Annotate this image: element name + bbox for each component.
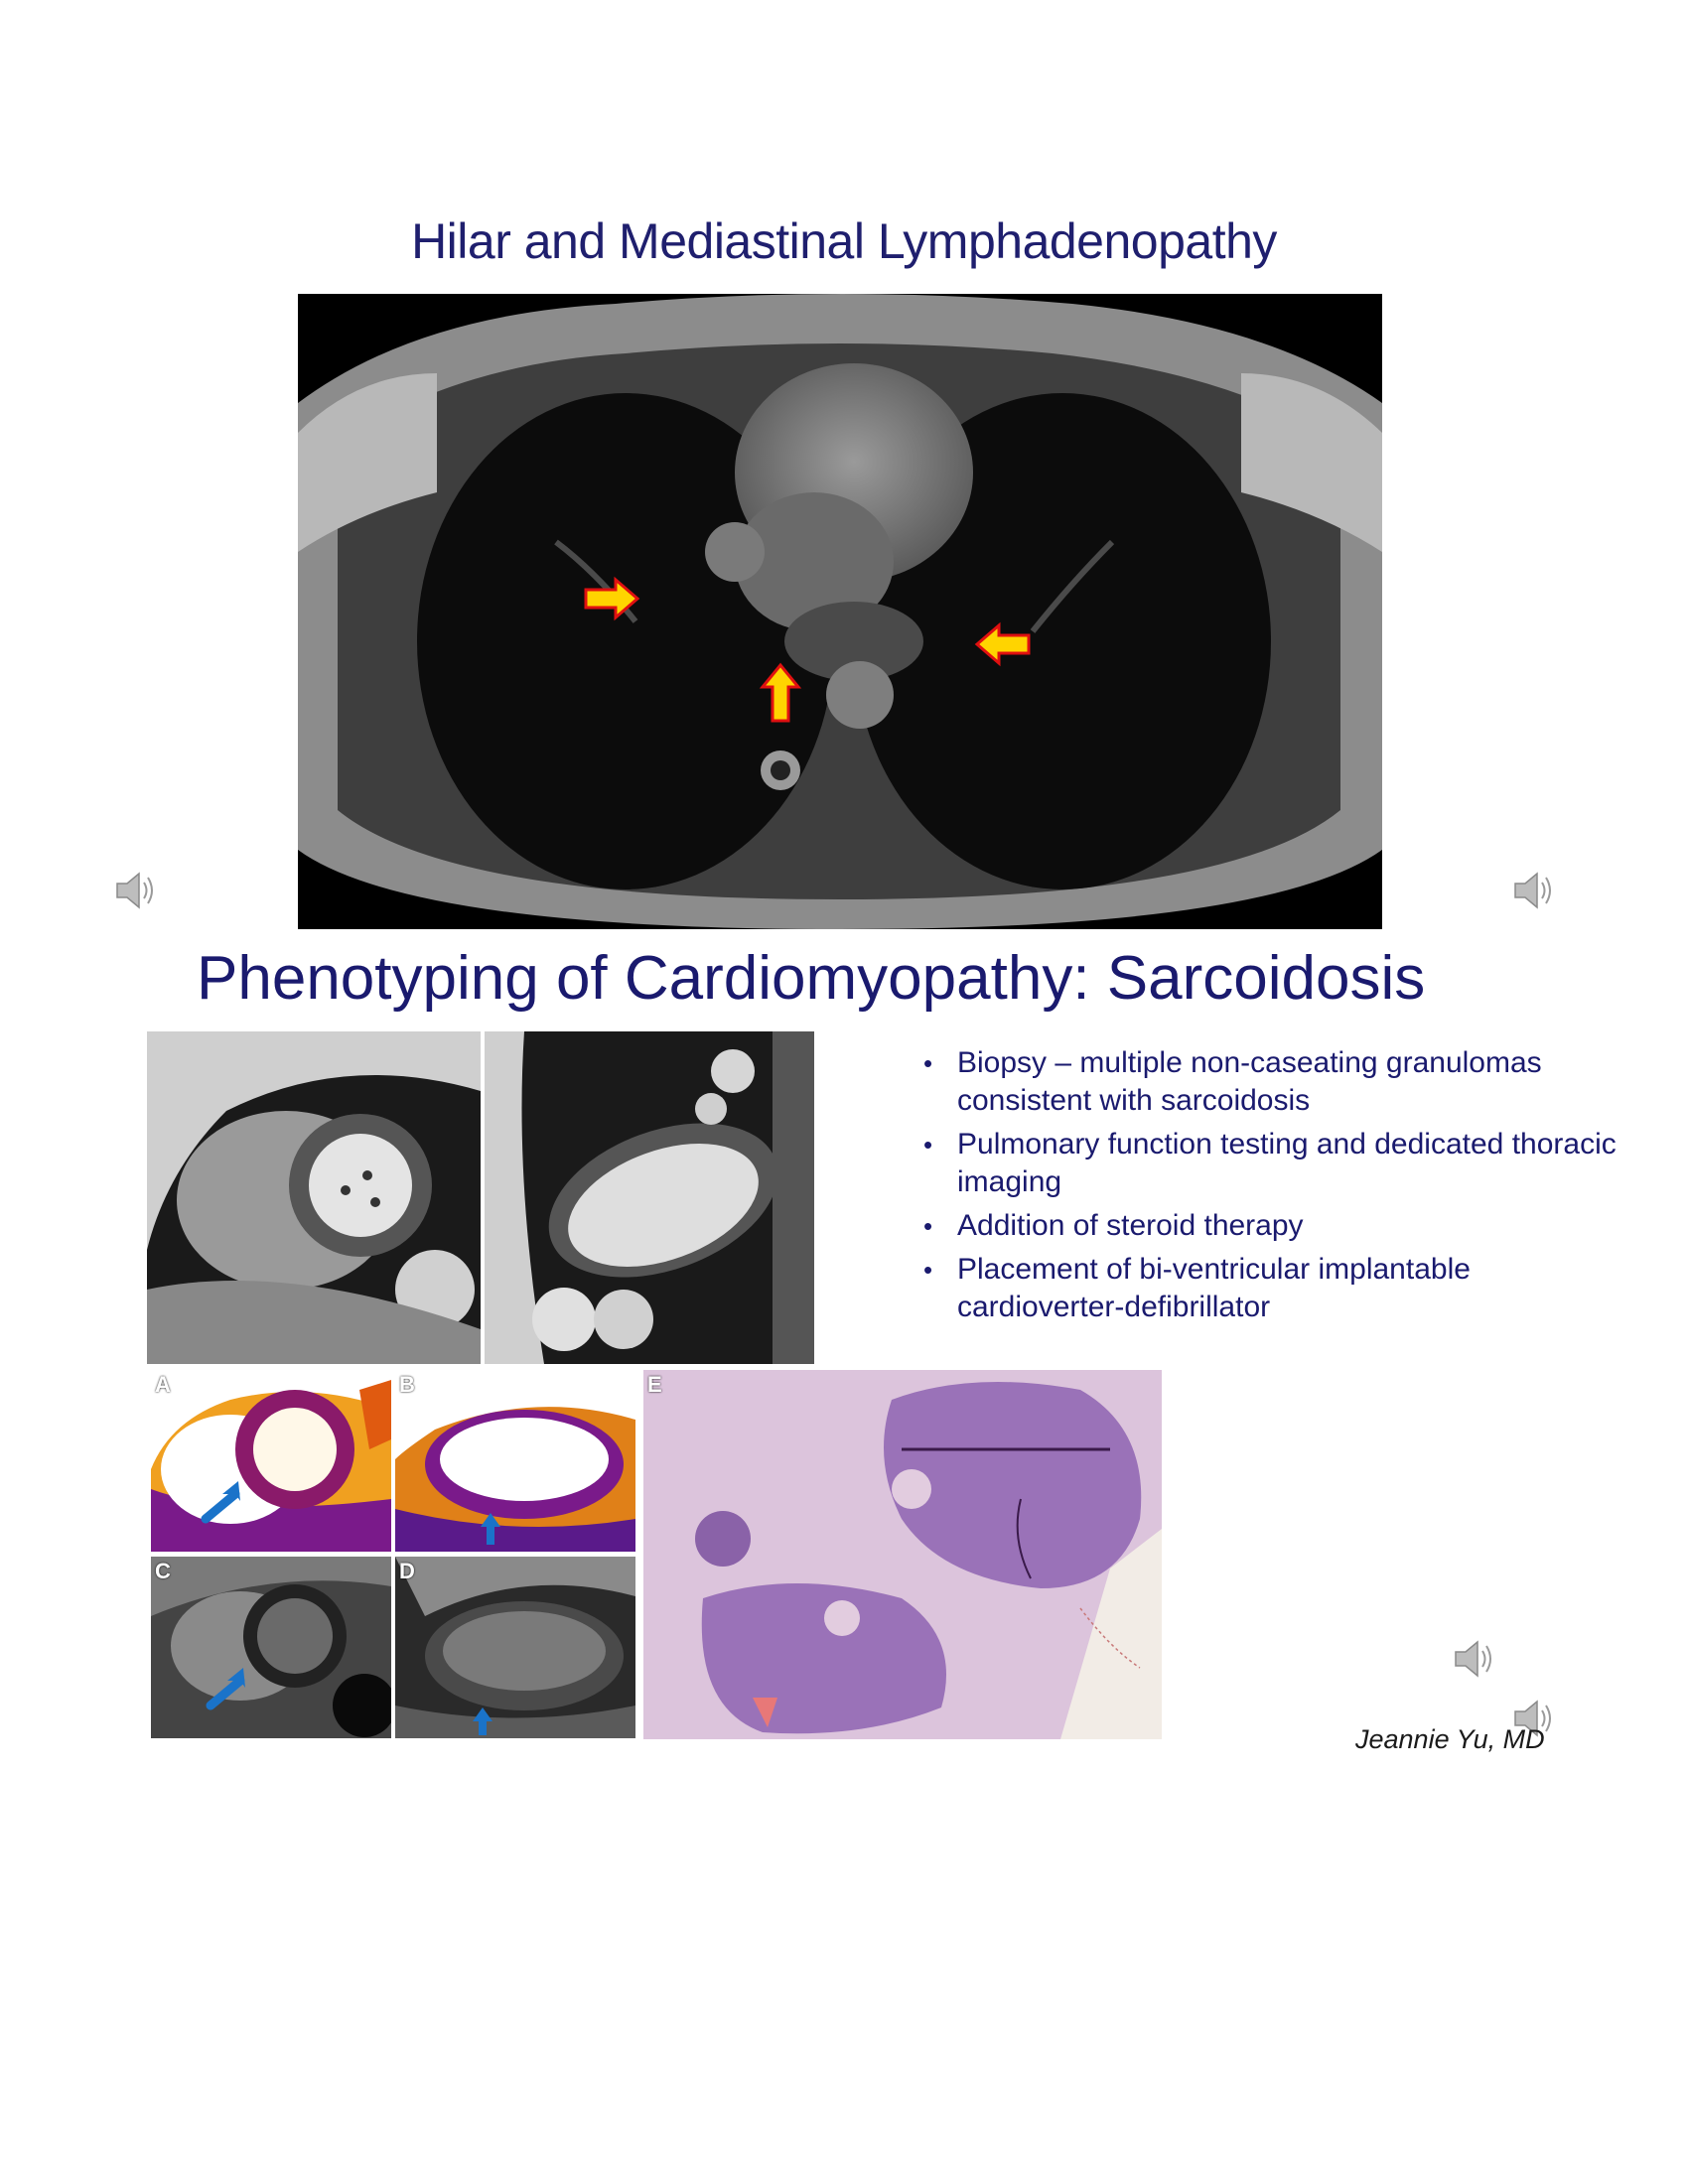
t1-map-long-axis-image xyxy=(395,1370,635,1552)
audio-speaker-icon[interactable] xyxy=(111,866,161,915)
audio-speaker-icon[interactable] xyxy=(1509,866,1559,915)
slide1-title: Hilar and Mediastinal Lymphadenopathy xyxy=(411,213,1277,269)
axial-chest-mri-image xyxy=(298,294,1382,929)
author-credit: Jeannie Yu, MD xyxy=(1355,1724,1545,1754)
t1-map-lge-panel-grid xyxy=(151,1370,637,1739)
t1-map-short-axis-image xyxy=(151,1370,391,1552)
lge-long-axis-image xyxy=(395,1557,635,1738)
panel-label: D xyxy=(399,1559,415,1583)
audio-speaker-icon[interactable] xyxy=(1450,1634,1499,1684)
lge-short-axis-image xyxy=(151,1557,391,1738)
panel-label: A xyxy=(155,1372,171,1397)
bullet-item: • Addition of steroid therapy xyxy=(921,1207,1617,1245)
slide2-title: Phenotyping of Cardiomyopathy: Sarcoidosis xyxy=(197,944,1426,1013)
cardiac-long-axis-mri-image xyxy=(485,1031,814,1364)
panel-label: E xyxy=(647,1372,662,1397)
panel-label: B xyxy=(399,1372,415,1397)
bullet-item: • Placement of bi-ventricular implantable cardioverter-defibrillator xyxy=(921,1251,1617,1326)
histology-biopsy-image xyxy=(643,1370,1162,1739)
bullet-item: • Pulmonary function testing and dedicated thoracic imaging xyxy=(921,1126,1617,1201)
cardiac-short-axis-mri-image xyxy=(147,1031,481,1364)
panel-label: C xyxy=(155,1559,171,1583)
bullet-list xyxy=(921,1044,1617,1332)
bullet-item: • Biopsy – multiple non-caseating granulomas consistent with sarcoidosis xyxy=(921,1044,1617,1120)
